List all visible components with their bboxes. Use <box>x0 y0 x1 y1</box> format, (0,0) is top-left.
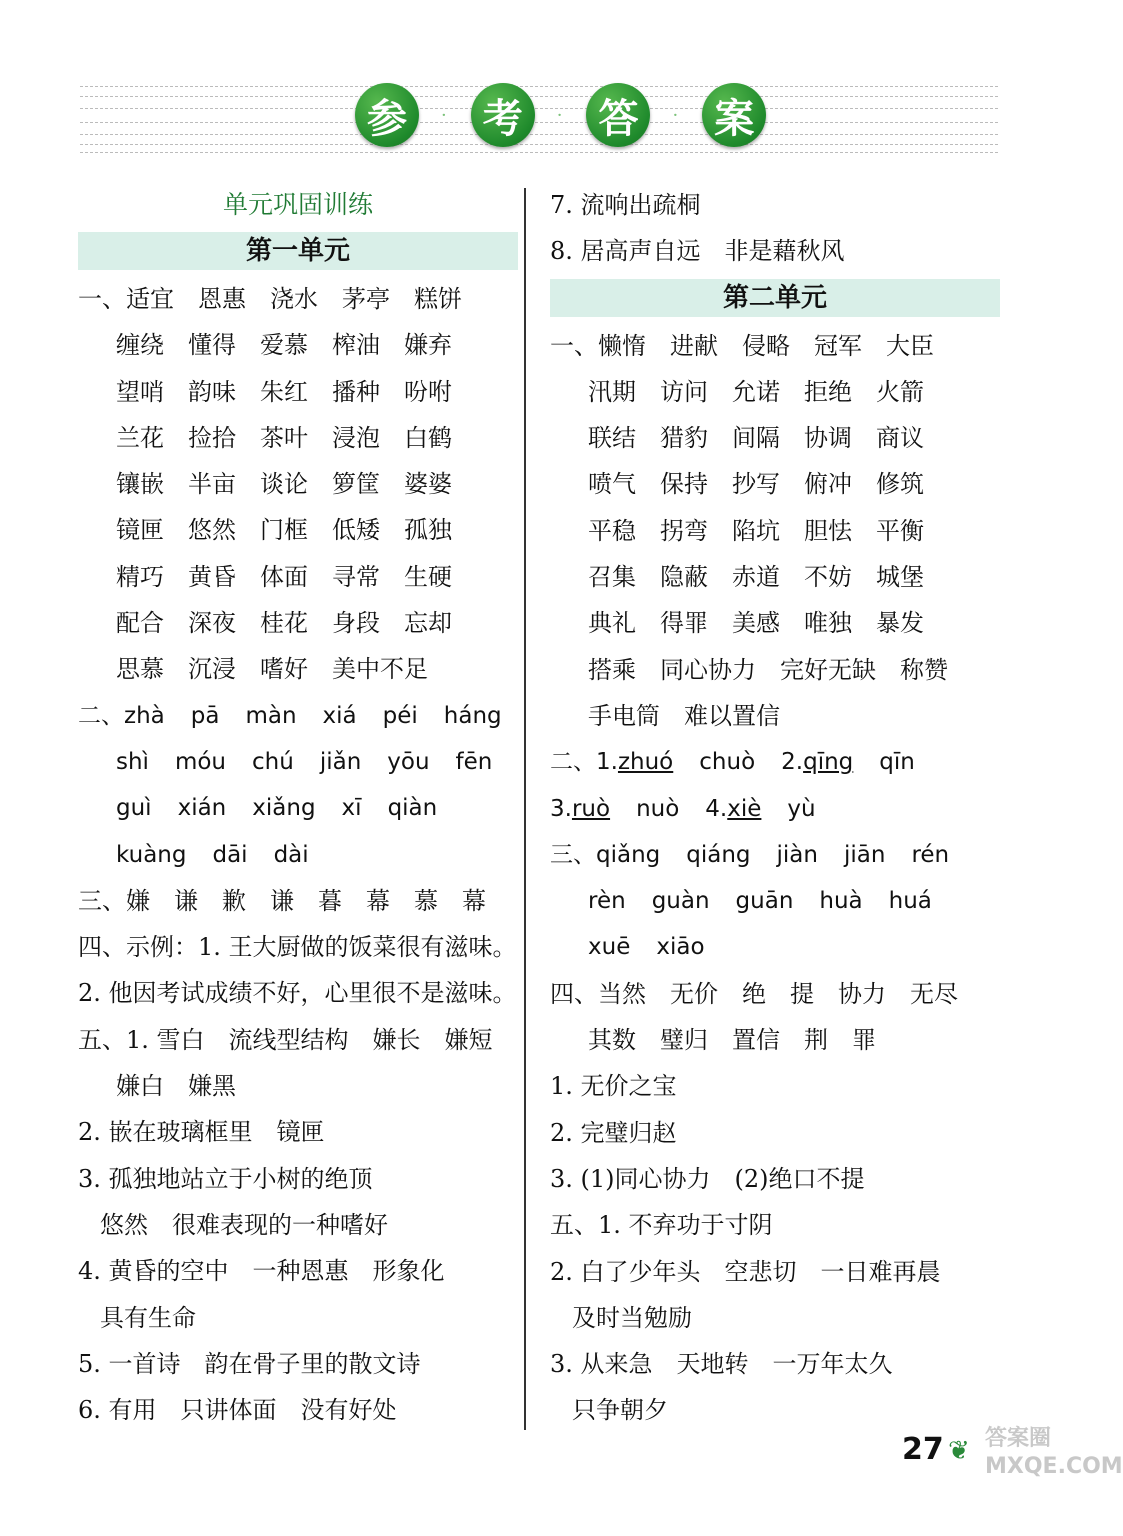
answer-row <box>78 461 518 507</box>
answer-item: rén <box>911 841 950 868</box>
answer-item: 很难表现的一种嗜好 <box>172 1210 388 1239</box>
answer-item: 火箭 <box>876 377 924 406</box>
answer-row <box>78 600 518 646</box>
answer-item: guān <box>735 888 794 915</box>
answer-row <box>550 1295 1000 1341</box>
answer-item: 爱慕 <box>260 331 308 360</box>
left-column <box>78 182 518 1433</box>
answer-item: 2. 完璧归赵 <box>550 1118 677 1147</box>
answer-item: 门框 <box>260 516 308 545</box>
answer-item: rèn <box>588 888 626 915</box>
answer-item: 2. 白了少年头 <box>550 1257 701 1286</box>
answer-item: 箩筐 <box>332 470 380 499</box>
answer-item: 置信 <box>732 1026 780 1055</box>
answer-row <box>550 924 1000 970</box>
header-char: 答 <box>586 83 650 147</box>
unit-title: 第一单元 <box>78 232 518 270</box>
answer-item: zhuó <box>617 749 674 776</box>
answer-item: chú <box>252 748 294 775</box>
answer-row <box>78 1202 518 1248</box>
answer-item: 城堡 <box>876 563 924 592</box>
answer-item: ruò <box>571 795 611 822</box>
answer-item: 6. 有用 <box>78 1396 157 1425</box>
answer-item: 播种 <box>332 377 380 406</box>
unit-title: 第二单元 <box>550 279 1000 317</box>
answer-item: 只讲体面 <box>180 1396 277 1425</box>
answer-item: xiǎng <box>252 795 316 822</box>
answer-item: 深夜 <box>188 609 236 638</box>
answer-item: dāi <box>212 841 248 868</box>
answer-item: 思慕 <box>116 655 164 684</box>
answer-item: 7. 流响出疏桐 <box>550 191 701 219</box>
header-char: 参 <box>355 83 419 147</box>
answer-item: guì <box>116 795 152 822</box>
answer-item: pā <box>190 702 220 729</box>
answer-item: 绝 <box>742 979 766 1008</box>
watermark: 答案圈 MXQE.COM <box>985 1426 1123 1479</box>
answer-item: 忘却 <box>404 609 452 638</box>
answer-item: 低矮 <box>332 516 380 545</box>
answer-item: 无价 <box>670 979 718 1008</box>
answer-item: 1. 无价之宝 <box>550 1072 677 1101</box>
answer-item: 四、当然 <box>550 979 646 1008</box>
answer-item: 嫌弃 <box>404 331 452 360</box>
answer-item: 恩惠 <box>198 285 246 313</box>
answer-item: 商议 <box>876 424 924 453</box>
answer-item: 平稳 <box>588 516 636 545</box>
answer-item: qiáng <box>686 841 751 868</box>
answer-item: 联结 <box>588 424 636 453</box>
answer-item: 没有好处 <box>300 1396 397 1425</box>
answer-row <box>78 739 518 785</box>
answer-item: màn <box>245 702 297 729</box>
answer-row <box>550 369 1000 415</box>
answer-item: 保持 <box>660 470 708 499</box>
answer-row <box>550 739 1000 785</box>
answer-item: 浇水 <box>270 285 318 313</box>
answer-item: 猎豹 <box>660 424 708 453</box>
answer-row <box>550 554 1000 600</box>
answer-item: 四、示例：1. 王大厨做的饭菜很有滋味。 <box>78 933 517 962</box>
answer-item: 韵味 <box>188 377 236 406</box>
answer-item: 一日难再晨 <box>820 1257 941 1286</box>
left-answer-list <box>78 276 518 1433</box>
answer-item: 进献 <box>670 331 718 360</box>
answer-row <box>550 461 1000 507</box>
answer-row <box>78 1248 518 1294</box>
answer-item: 谦 <box>174 886 198 915</box>
answer-item: 3. <box>550 795 572 822</box>
answer-row <box>78 646 518 692</box>
answer-item: huà <box>819 888 863 915</box>
answer-item: 悠然 <box>188 516 236 545</box>
answer-item: 沉浸 <box>188 655 236 684</box>
answer-item: 抄写 <box>732 470 780 499</box>
answer-item: 提 <box>790 979 814 1008</box>
answer-item: 2. <box>781 749 804 776</box>
answer-item: 镜匣 <box>276 1118 325 1147</box>
answer-item: 修筑 <box>876 470 924 499</box>
answer-item: 具有生命 <box>100 1303 196 1332</box>
answer-item: 半亩 <box>188 470 236 499</box>
answer-item: 美感 <box>732 609 780 638</box>
answer-row <box>78 1109 518 1155</box>
answer-row <box>78 1295 518 1341</box>
answer-row <box>78 970 518 1016</box>
answer-item: 一、适宜 <box>78 285 174 313</box>
answer-row <box>78 507 518 553</box>
leaf-icon: ❦ <box>948 1436 970 1466</box>
answer-item: 难以置信 <box>684 701 780 730</box>
answer-item: 韵在骨子里的散文诗 <box>204 1349 421 1378</box>
answer-item: 身段 <box>332 609 380 638</box>
answer-item: 喷气 <box>588 470 636 499</box>
answer-row <box>78 878 518 924</box>
answer-row <box>550 1017 1000 1063</box>
answer-item: 浸泡 <box>332 423 380 452</box>
answer-item: xiá <box>322 702 357 729</box>
answer-item: 访问 <box>660 377 708 406</box>
answer-row <box>550 600 1000 646</box>
answer-item: 允诺 <box>732 377 780 406</box>
answer-item: háng <box>443 702 502 729</box>
answer-item: 桂花 <box>260 609 308 638</box>
answer-item: 二、1. <box>550 749 618 776</box>
answer-item: 汛期 <box>588 377 636 406</box>
answer-item: 一万年太久 <box>772 1350 893 1379</box>
answer-row <box>78 322 518 368</box>
answer-item: 平衡 <box>876 516 924 545</box>
answer-row <box>550 415 1000 461</box>
answer-item: yù <box>787 795 816 822</box>
answer-item: 缠绕 <box>116 331 164 360</box>
answer-item: 暮 <box>318 886 342 915</box>
answer-row <box>550 878 1000 924</box>
answer-item: 谦 <box>270 886 294 915</box>
answer-item: 暴发 <box>876 609 924 638</box>
answer-row <box>550 228 1000 274</box>
answer-item: 胆怯 <box>804 516 852 545</box>
answer-item: 慕 <box>414 886 438 915</box>
answer-item: 美中不足 <box>332 655 428 684</box>
answer-item: 幕 <box>462 886 486 915</box>
answer-item: 4. <box>705 795 728 822</box>
answer-item: 五、1. 不弃功于寸阴 <box>550 1211 773 1240</box>
answer-item: 幕 <box>366 886 390 915</box>
answer-row <box>550 1341 1000 1387</box>
answer-item: 3. (1)同心协力 <box>550 1164 711 1193</box>
answer-row <box>550 1202 1000 1248</box>
answer-item: 谈论 <box>260 470 308 499</box>
answer-item: 同心协力 <box>660 655 756 684</box>
answer-row <box>550 971 1000 1017</box>
answer-item: 悠然 <box>100 1210 148 1239</box>
answer-item: 兰花 <box>116 423 164 452</box>
answer-item: 榨油 <box>332 331 380 360</box>
answer-item: chuò <box>699 749 756 776</box>
answer-item: 侵略 <box>742 331 790 360</box>
answer-item: 间隔 <box>732 424 780 453</box>
answer-item: 婆婆 <box>404 470 452 499</box>
answer-item: 嫌白 <box>116 1072 164 1101</box>
answer-item: 罪 <box>852 1026 876 1055</box>
right-column <box>550 182 1000 1434</box>
answer-item: xiè <box>727 795 762 822</box>
answer-row <box>78 924 518 970</box>
answer-row <box>78 832 518 878</box>
answer-item: xián <box>177 795 227 822</box>
answer-item: 得罪 <box>660 609 708 638</box>
answer-item: 生硬 <box>404 562 452 591</box>
answer-row <box>550 508 1000 554</box>
answer-item: 大臣 <box>886 331 934 360</box>
answer-item: xiāo <box>656 934 705 961</box>
answer-item: 配合 <box>116 609 164 638</box>
answer-item: 5. 一首诗 <box>78 1349 181 1378</box>
header-char: 考 <box>471 83 535 147</box>
section-title: 单元巩固训练 <box>222 190 373 219</box>
answer-item: 协力 <box>838 979 886 1008</box>
answer-item: nuò <box>636 795 680 822</box>
answer-row <box>78 415 518 461</box>
answer-item: 3. 孤独地站立于小树的绝顶 <box>78 1164 373 1193</box>
answer-item: 隐蔽 <box>660 563 708 592</box>
answer-item: 捡拾 <box>188 423 236 452</box>
answer-item: jiǎn <box>319 748 362 775</box>
answer-item: 2. 嵌在玻璃框里 <box>78 1118 253 1147</box>
answer-item: 天地转 <box>676 1350 749 1379</box>
answer-row <box>78 1156 518 1202</box>
column-divider <box>524 188 526 1430</box>
answer-row <box>550 182 1000 228</box>
answer-row <box>78 1063 518 1109</box>
answer-item: guàn <box>651 888 710 915</box>
answer-row <box>78 276 518 322</box>
answer-item: 形象化 <box>372 1257 445 1286</box>
answer-item: xī <box>341 795 362 822</box>
answer-item: 召集 <box>588 563 636 592</box>
answer-item: 手电筒 <box>588 701 660 730</box>
answer-item: 嗜好 <box>260 655 308 684</box>
answer-item: 2. 他因考试成绩不好，心里很不是滋味。 <box>78 979 517 1008</box>
right-answer-list-top <box>550 182 1000 275</box>
answer-item: dài <box>273 841 309 868</box>
answer-item: 称赞 <box>900 655 948 684</box>
answer-item: 8. 居高声自远 <box>550 237 701 266</box>
answer-item: 搭乘 <box>588 655 636 684</box>
answer-item: 完好无缺 <box>780 655 876 684</box>
answer-item: 嫌黑 <box>188 1072 236 1101</box>
answer-row <box>550 1063 1000 1109</box>
answer-item: 望哨 <box>116 377 164 406</box>
answer-row <box>550 647 1000 693</box>
answer-item: móu <box>174 748 227 775</box>
answer-item: 唯独 <box>804 609 852 638</box>
answer-item: 一种恩惠 <box>252 1257 349 1286</box>
answer-item: 三、嫌 <box>78 886 150 915</box>
answer-item: 不妨 <box>804 563 852 592</box>
answer-item: 及时当勉励 <box>572 1303 692 1332</box>
answer-item: 吩咐 <box>404 377 452 406</box>
answer-item: 拐弯 <box>660 516 708 545</box>
answer-header <box>80 78 998 160</box>
answer-item: 一、懒惰 <box>550 331 646 360</box>
answer-item: 4. 黄昏的空中 <box>78 1257 229 1286</box>
answer-row <box>550 786 1000 832</box>
answer-row <box>550 1387 1000 1433</box>
answer-item: 只争朝夕 <box>572 1396 668 1425</box>
answer-item: 3. 从来急 <box>550 1350 653 1379</box>
answer-row <box>78 785 518 831</box>
answer-item: 荆 <box>804 1026 828 1055</box>
answer-item: 孤独 <box>404 516 452 545</box>
answer-item: 其数 <box>588 1026 636 1055</box>
answer-row <box>550 1156 1000 1202</box>
header-title: 参 · 考 · 答 · 案 <box>355 83 766 147</box>
answer-item: 朱红 <box>260 377 308 406</box>
answer-item: 五、1. 雪白 <box>78 1025 205 1054</box>
answer-row <box>550 1249 1000 1295</box>
answer-item: péi <box>382 702 418 729</box>
answer-item: 体面 <box>260 562 308 591</box>
answer-item: 嫌短 <box>444 1025 493 1054</box>
answer-item: 精巧 <box>116 562 164 591</box>
answer-row <box>550 1110 1000 1156</box>
answer-item: 歉 <box>222 886 246 915</box>
answer-item: 典礼 <box>588 609 636 638</box>
answer-row <box>550 693 1000 739</box>
answer-row <box>78 1341 518 1387</box>
answer-item: (2)绝口不提 <box>734 1164 865 1193</box>
answer-item: 协调 <box>804 424 852 453</box>
answer-item: jiàn <box>776 841 818 868</box>
answer-item: fēn <box>455 748 493 775</box>
answer-item: 赤道 <box>732 563 780 592</box>
answer-item: 三、qiǎng <box>550 841 661 868</box>
answer-item: 嫌长 <box>372 1025 421 1054</box>
answer-item: 无尽 <box>910 979 958 1008</box>
answer-row <box>78 1387 518 1433</box>
answer-item: 寻常 <box>332 562 380 591</box>
answer-item: 俯冲 <box>804 470 852 499</box>
answer-item: 茶叶 <box>260 423 308 452</box>
answer-item: 拒绝 <box>804 377 852 406</box>
answer-item: 懂得 <box>188 331 236 360</box>
answer-item: yōu <box>387 748 430 775</box>
answer-item: qīng <box>803 749 854 776</box>
answer-item: 二、zhà <box>78 702 165 729</box>
answer-item: 陷坑 <box>732 516 780 545</box>
page-number: 27 <box>902 1432 944 1467</box>
right-answer-list <box>550 323 1000 1434</box>
answer-item: qiàn <box>387 795 438 822</box>
answer-item: 镶嵌 <box>116 470 164 499</box>
answer-item: 非是藉秋风 <box>724 237 845 266</box>
answer-item: 流线型结构 <box>228 1025 349 1054</box>
answer-row <box>550 832 1000 878</box>
answer-row <box>78 554 518 600</box>
answer-item: shì <box>116 748 149 775</box>
answer-item: 璧归 <box>660 1026 708 1055</box>
answer-row <box>550 323 1000 369</box>
answer-row <box>78 1017 518 1063</box>
answer-item: 茅亭 <box>342 285 390 313</box>
answer-item: 白鹤 <box>404 423 452 452</box>
answer-item: kuàng <box>116 841 187 868</box>
header-char: 案 <box>702 83 766 147</box>
answer-row <box>78 369 518 415</box>
answer-item: jiān <box>843 841 886 868</box>
answer-item: 空悲切 <box>724 1257 797 1286</box>
answer-item: xuē <box>588 934 631 961</box>
answer-item: 黄昏 <box>188 562 236 591</box>
answer-item: huá <box>888 888 932 915</box>
answer-item: qīn <box>879 749 915 776</box>
answer-item: 冠军 <box>814 331 862 360</box>
answer-item: 糕饼 <box>414 285 462 313</box>
answer-item: 镜匣 <box>116 516 164 545</box>
answer-row <box>78 693 518 739</box>
